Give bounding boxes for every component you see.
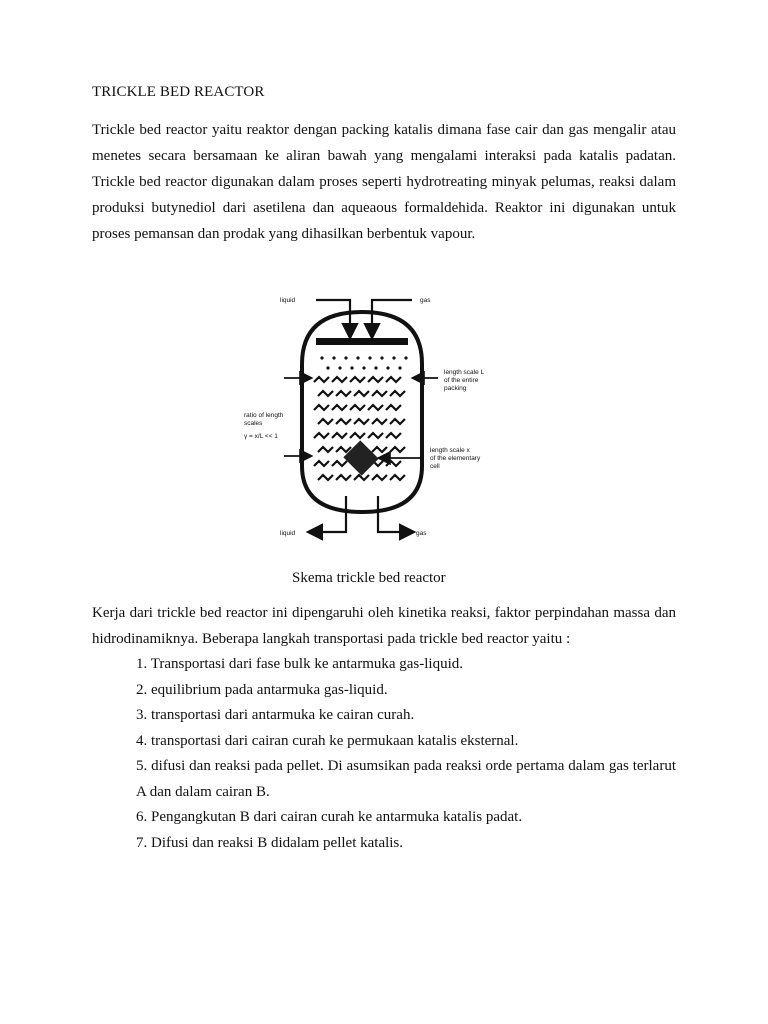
gas-in-label: gas	[420, 297, 431, 304]
svg-text:length scale L: length scale L	[444, 369, 485, 376]
transport-steps-list	[136, 652, 676, 856]
reactor-diagram-svg	[236, 286, 526, 546]
gas-out-label: gas	[416, 530, 427, 537]
svg-text:of the entire: of the entire	[444, 377, 479, 384]
length-L-label	[444, 369, 484, 392]
distributor-plate	[316, 338, 408, 345]
document-title: TRICKLE BED REACTOR	[92, 84, 265, 100]
svg-text:scales: scales	[244, 420, 263, 427]
list-item: 7. Difusi dan reaksi B didalam pellet katalis.	[136, 834, 404, 851]
list-item: 4. transportasi dari cairan curah ke permukaan katalis eksternal.	[136, 732, 519, 749]
list-item: 1. Transportasi dari fase bulk ke antarmuka gas-liquid.	[136, 656, 464, 672]
svg-text:γ = x/L << 1: γ = x/L << 1	[244, 433, 278, 440]
reactor-diagram	[236, 286, 526, 546]
list-item: 5. difusi dan reaksi pada pellet. Di asumsikan pada reaksi orde pertama dalam gas terlarut A dan dalam cairan B.	[136, 758, 676, 800]
svg-text:cell: cell	[430, 463, 440, 470]
liquid-out-label: liquid	[280, 530, 296, 537]
liquid-in-label: liquid	[280, 297, 296, 304]
intro-paragraph: Trickle bed reactor yaitu reaktor dengan packing katalis dimana fase cair dan gas mengalir atau menetes secara bersamaan ke aliran bawah yang mengalami interaksi pada katalis padatan. Trickle bed reactor digunakan dalam proses seperti hydrotreating minyak pelumas, reaksi dalam produksi butynediol dari asetilena dan aqueaous formaldehida. Reaktor ini digunakan untuk proses pemansan dan prodak yang dihasilkan berbentuk vapour.	[92, 122, 676, 242]
length-x-label	[430, 447, 481, 470]
body-paragraph: Kerja dari trickle bed reactor ini dipengaruhi oleh kinetika reaksi, faktor perpindahan massa dan hidrodinamiknya. Beberapa langkah transportasi pada trickle bed reactor yaitu :	[92, 605, 676, 647]
list-item: 3. transportasi dari antarmuka ke cairan curah.	[136, 707, 415, 723]
svg-text:of the elementary: of the elementary	[430, 455, 481, 462]
svg-text:ratio of length: ratio of length	[244, 412, 284, 419]
svg-text:length scale x: length scale x	[430, 447, 470, 454]
figure-caption: Skema trickle bed reactor	[292, 570, 446, 586]
ratio-label	[244, 412, 284, 440]
list-item: 2. equilibrium pada antarmuka gas-liquid.	[136, 681, 388, 698]
list-item: 6. Pengangkutan B dari cairan curah ke antarmuka katalis padat.	[136, 809, 523, 825]
svg-text:packing: packing	[444, 385, 467, 392]
